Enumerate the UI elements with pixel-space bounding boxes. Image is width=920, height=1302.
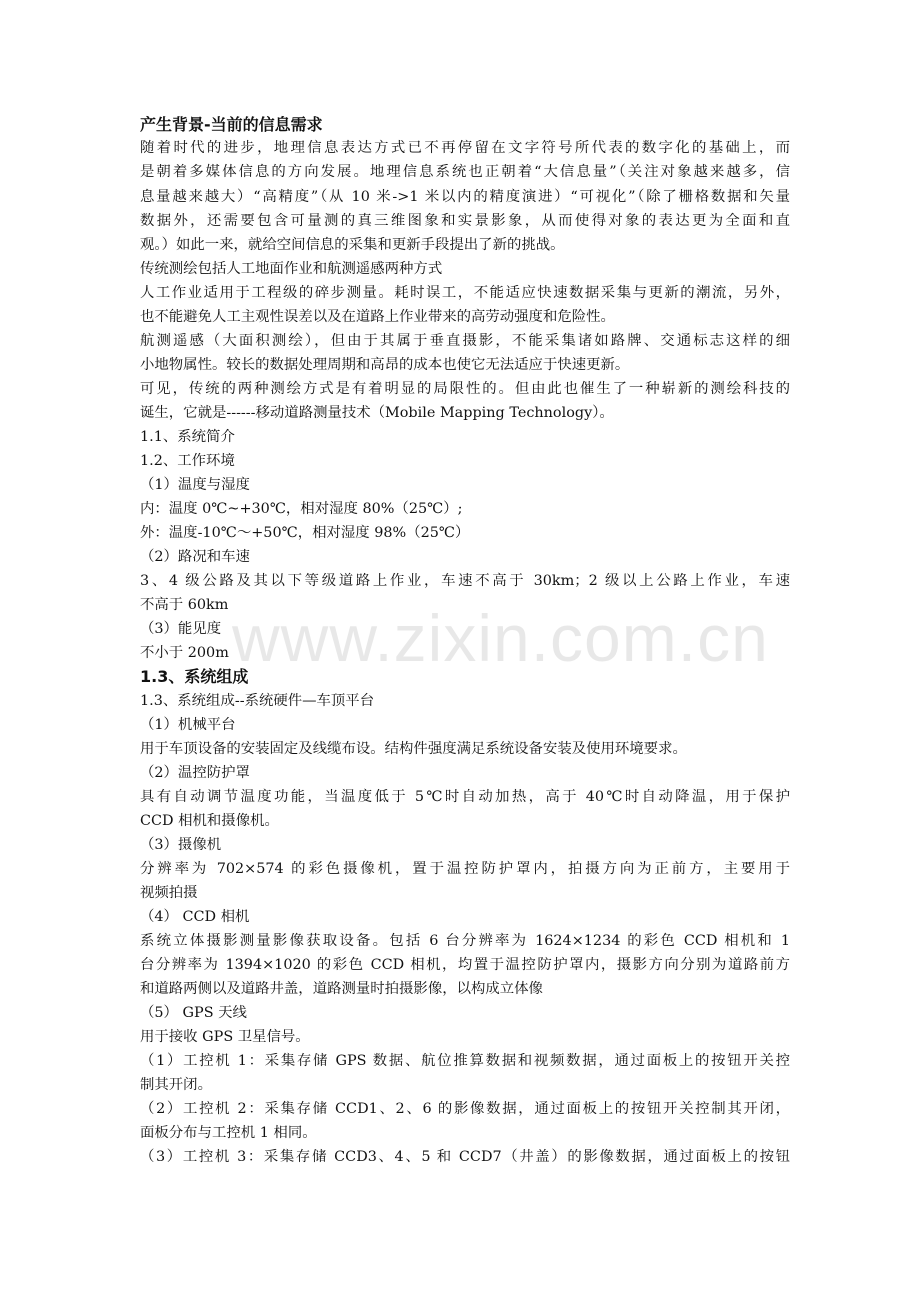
list-item: （2）路况和车速	[140, 549, 250, 565]
paragraph-line: 人工作业适用于工程级的碎步测量。耗时误工，不能适应快速数据采集与更新的潮流，另外，	[140, 285, 790, 301]
paragraph-line: 制其开闭。	[140, 1077, 212, 1093]
paragraph-line: 用于车顶设备的安装固定及线缆布设。结构件强度满足系统设备安装及使用环境要求。	[140, 741, 687, 757]
paragraph-line: 航测遥感（大面积测绘），但由于其属于垂直摄影，不能采集诸如路牌、交通标志这样的细	[140, 333, 790, 349]
paragraph-line: 外：温度-10℃～+50℃，相对湿度 98%（25℃）	[140, 525, 470, 541]
list-item: （1）机械平台	[140, 717, 236, 733]
section-title: 1.1、系统简介	[140, 429, 235, 445]
list-item: （3）能见度	[140, 621, 222, 637]
paragraph-line: 随着时代的进步，地理信息表达方式已不再停留在文字符号所代表的数字化的基础上，而	[140, 140, 790, 156]
paragraph-line: 台分辨率为 1394×1020 的彩色 CCD 相机，均置于温控防护罩内，摄影方向分别为道路前方	[140, 957, 790, 973]
paragraph-line: 也不能避免人工主观性误差以及在道路上作业带来的高劳动强度和危险性。	[140, 309, 615, 325]
paragraph-line: 系统立体摄影测量影像获取设备。包括 6 台分辨率为 1624×1234 的彩色 CCD 相机和 1	[140, 933, 790, 949]
paragraph-line: 面板分布与工控机 1 相同。	[140, 1125, 317, 1141]
list-item: （2）工控机 2：采集存储 CCD1、2、6 的影像数据，通过面板上的按钮开关控制其开闭，	[140, 1101, 790, 1117]
watermark: www.zixin.com.cn	[232, 601, 769, 675]
paragraph-line: 是朝着多媒体信息的方向发展。地理信息系统也正朝着“大信息量”（关注对象越来越多，信	[140, 164, 790, 180]
paragraph-line: 观。）如此一来，就给空间信息的采集和更新手段提出了新的挑战。	[140, 237, 565, 253]
paragraph-line: CCD 相机和摄像机。	[140, 813, 279, 829]
paragraph-line: 和道路两侧以及道路井盖，道路测量时拍摄影像，以构成立体像	[140, 981, 543, 997]
section-title: 1.3、系统组成	[140, 667, 249, 686]
list-item: （3）工控机 3：采集存储 CCD3、4、5 和 CCD7（井盖）的影像数据，通过面板上的按钮	[140, 1149, 790, 1165]
list-item: （5） GPS 天线	[140, 1005, 247, 1021]
section-heading: 产生背景-当前的信息需求	[140, 115, 323, 134]
list-item: （2）温控防护罩	[140, 765, 250, 781]
paragraph-line: 视频拍摄	[140, 885, 198, 901]
list-item: （1）工控机 1：采集存储 GPS 数据、航位推算数据和视频数据，通过面板上的按钮开关控	[140, 1053, 790, 1069]
paragraph-line: 内：温度 0℃~+30℃，相对湿度 80%（25℃）;	[140, 501, 463, 517]
paragraph-line: 诞生，它就是------移动道路测量技术（Mobile Mapping Technology）。	[140, 405, 614, 421]
paragraph-line: 不小于 200m	[140, 645, 229, 661]
paragraph-line: 息量越来越大）“高精度”（从 10 米->1 米以内的精度演进）“可视化”（除了栅格数据和矢量	[140, 189, 790, 205]
paragraph-line: 具有自动调节温度功能，当温度低于 5℃时自动加热，高于 40℃时自动降温，用于保护	[140, 789, 790, 805]
paragraph-line: 不高于 60km	[140, 597, 229, 613]
section-title: 1.3、系统组成--系统硬件—车顶平台	[140, 693, 375, 709]
list-item: （3）摄像机	[140, 837, 222, 853]
list-item: （1）温度与湿度	[140, 477, 250, 493]
list-item: （4） CCD 相机	[140, 909, 250, 925]
paragraph-line: 传统测绘包括人工地面作业和航测遥感两种方式	[140, 261, 443, 277]
paragraph-line: 数据外，还需要包含可量测的真三维图象和实景影象，从而使得对象的表达更为全面和直	[140, 213, 790, 229]
paragraph-line: 小地物属性。较长的数据处理周期和高昂的成本也使它无法适应于快速更新。	[140, 357, 630, 373]
paragraph-line: 3、4 级公路及其以下等级道路上作业，车速不高于 30km；2 级以上公路上作业，车速	[140, 573, 790, 589]
paragraph-line: 用于接收 GPS 卫星信号。	[140, 1029, 310, 1045]
section-title: 1.2、工作环境	[140, 453, 235, 469]
paragraph-line: 可见，传统的两种测绘方式是有着明显的局限性的。但由此也催生了一种崭新的测绘科技的	[140, 381, 790, 397]
paragraph-line: 分辨率为 702×574 的彩色摄像机，置于温控防护罩内，拍摄方向为正前方，主要用于	[140, 861, 790, 877]
